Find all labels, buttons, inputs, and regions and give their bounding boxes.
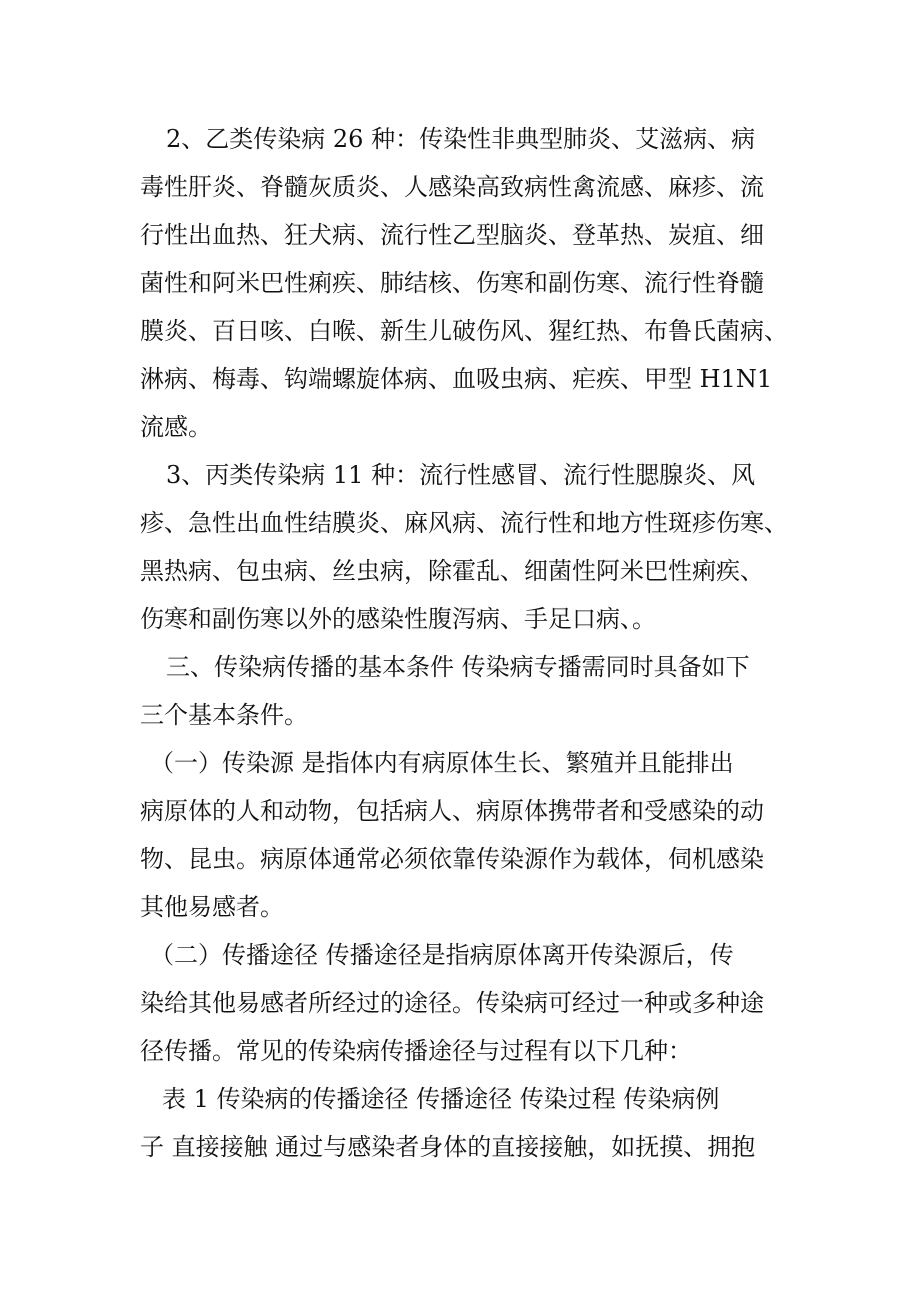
table-one-line-1: 表 1 传染病的传播途径 传播途径 传染过程 传染病例	[162, 1085, 720, 1113]
class-b-line-7: 流感。	[140, 413, 212, 441]
route-line-3: 径传播。常见的传染病传播途径与过程有以下几种：	[140, 1037, 692, 1065]
table-one-line-2: 子 直接接触 通过与感染者身体的直接接触，如抚摸、拥抱	[140, 1133, 756, 1161]
source-line-4: 其他易感者。	[140, 893, 284, 921]
route-line-2: 染给其他易感者所经过的途径。传染病可经过一种或多种途	[140, 989, 764, 1017]
class-b-line-2: 毒性肝炎、脊髓灰质炎、人感染高致病性禽流感、麻疹、流	[140, 173, 764, 201]
class-c-line-3: 黑热病、包虫病、丝虫病，除霍乱、细菌性阿米巴性痢疾、	[140, 557, 764, 585]
route-line-1: （二）传播途径 传播途径是指病原体离开传染源后，传	[150, 941, 734, 969]
source-line-3: 物、昆虫。病原体通常必须依靠传染源作为载体，伺机感染	[140, 845, 764, 873]
source-line-2: 病原体的人和动物，包括病人、病原体携带者和受感染的动	[140, 797, 764, 825]
class-b-line-3: 行性出血热、狂犬病、流行性乙型脑炎、登革热、炭疽、细	[140, 221, 764, 249]
class-c-line-2: 疹、急性出血性结膜炎、麻风病、流行性和地方性斑疹伤寒、	[140, 509, 788, 537]
source-line-1: （一）传染源 是指体内有病原体生长、繁殖并且能排出	[150, 749, 734, 777]
class-c-line-1: 3、丙类传染病 11 种：流行性感冒、流行性腮腺炎、风	[166, 461, 756, 489]
section-three-line-2: 三个基本条件。	[140, 701, 308, 729]
section-three-line-1: 三、传染病传播的基本条件 传染病专播需同时具备如下	[166, 653, 750, 681]
class-c-line-4: 伤寒和副伤寒以外的感染性腹泻病、手足口病、。	[140, 605, 656, 633]
class-b-line-1: 2、乙类传染病 26 种：传染性非典型肺炎、艾滋病、病	[166, 125, 756, 153]
class-b-line-6: 淋病、梅毒、钩端螺旋体病、血吸虫病、疟疾、甲型 H1N1	[140, 365, 773, 393]
class-b-line-5: 膜炎、百日咳、白喉、新生儿破伤风、猩红热、布鲁氏菌病、	[140, 317, 788, 345]
class-b-line-4: 菌性和阿米巴性痢疾、肺结核、伤寒和副伤寒、流行性脊髓	[140, 269, 764, 297]
